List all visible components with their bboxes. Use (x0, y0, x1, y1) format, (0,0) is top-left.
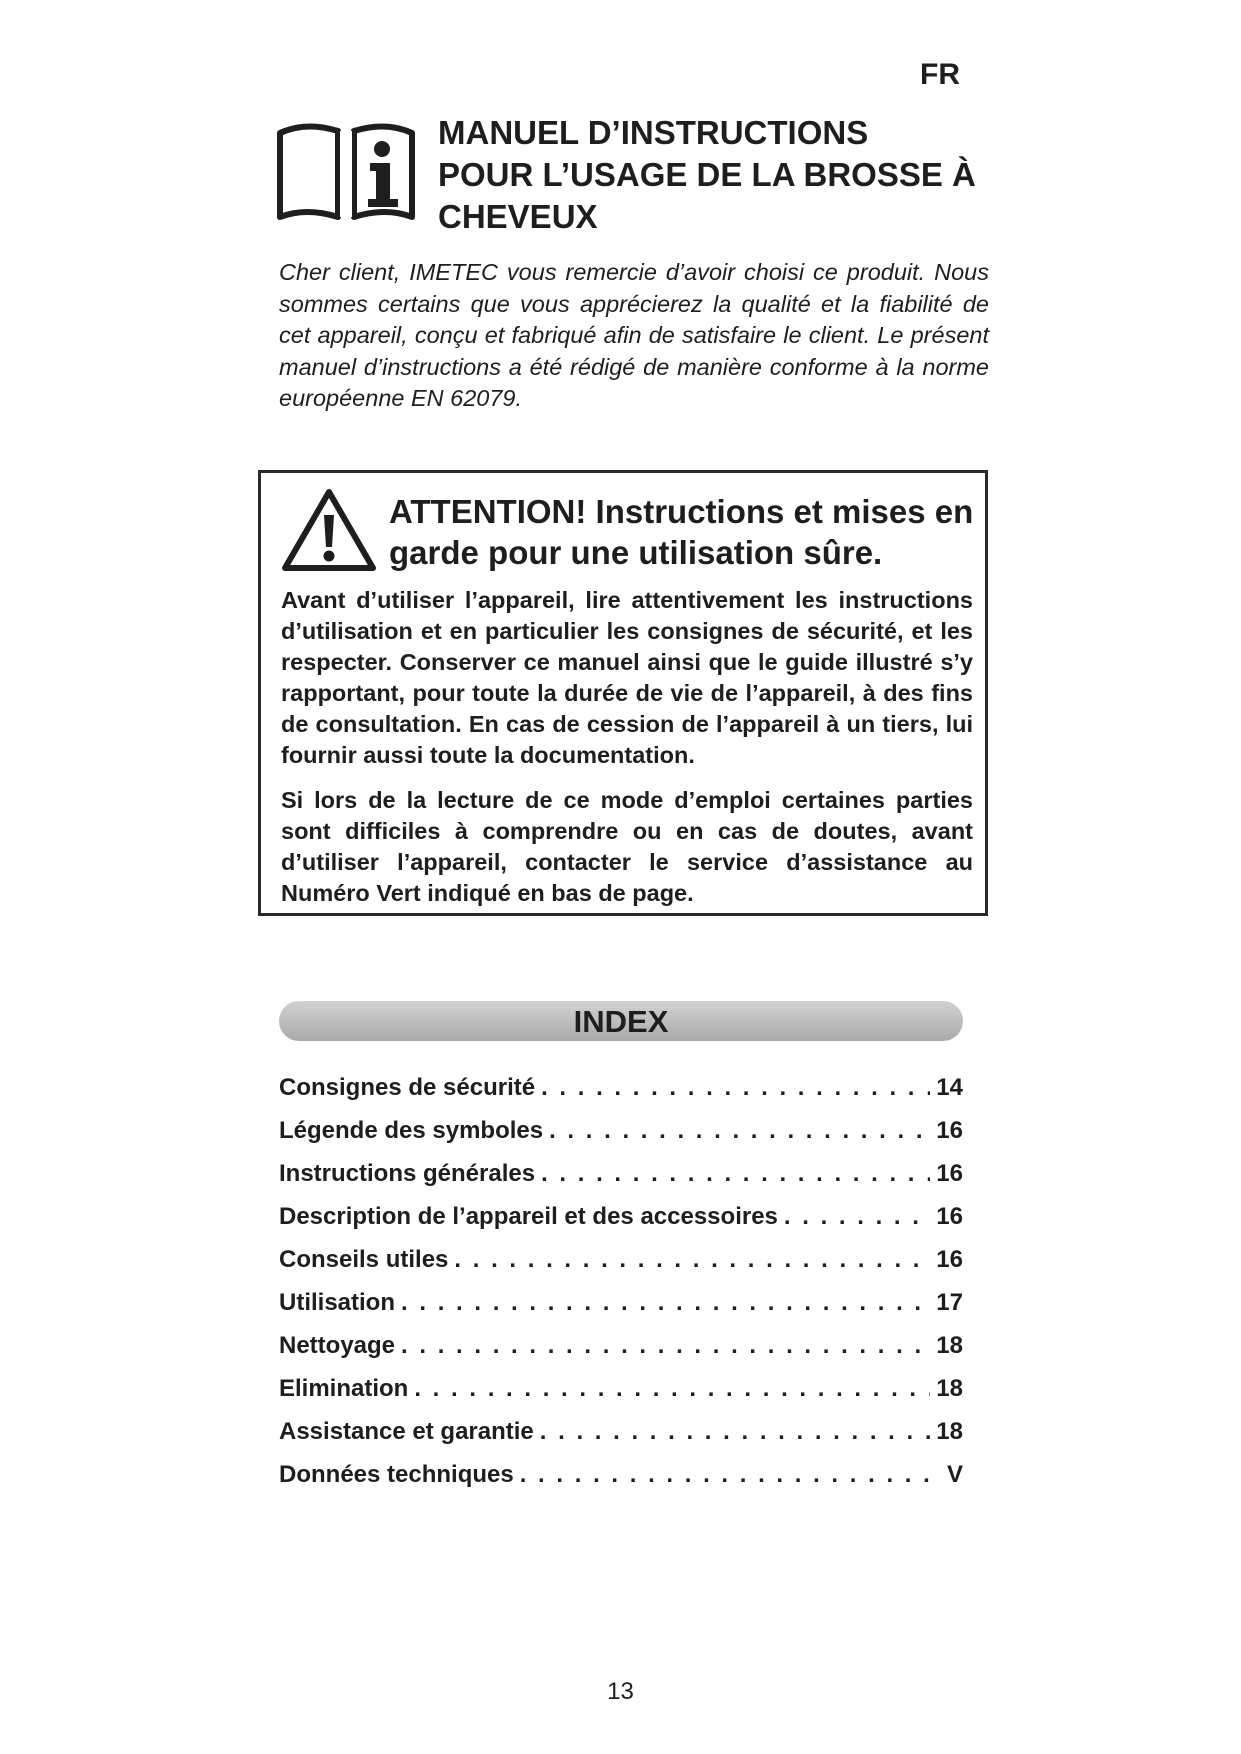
safety-warning-box (258, 470, 988, 916)
toc-leader (541, 1160, 930, 1188)
toc-label: Utilisation (279, 1289, 396, 1316)
warning-paragraph: Avant d’utiliser l’appareil, lire attentivement les instructions d’utilisation et en particulier les consignes de sécurité, et les respecter. Conserver ce manuel ainsi que le guide illustré s’y rapportant, pour toute la durée de vie de l’appareil, à des fins de consultation. En cas de cession de l’appareil à un tiers, lui fournir aussi toute la documentation. (281, 587, 973, 768)
warning-triangle-icon (281, 487, 377, 573)
warning-paragraph: Si lors de la lecture de ce mode d’emploi certaines parties sont difficiles à comprendre ou en cas de doutes, avant d’utiliser l’appareil, contacter le service d’assistance au Numéro Vert indiqué en bas de page. (281, 787, 973, 906)
language-code: FR (920, 58, 960, 91)
toc-label: Conseils utiles (279, 1246, 449, 1273)
page-number: 13 (607, 1678, 634, 1705)
toc-leader (520, 1461, 931, 1489)
toc-label: Nettoyage (279, 1332, 396, 1359)
toc-leader (414, 1375, 930, 1403)
table-of-contents (279, 1074, 963, 1504)
toc-entry[interactable] (279, 1117, 963, 1160)
toc-label: Consignes de sécurité (279, 1074, 536, 1101)
toc-page: 16 (936, 1203, 963, 1230)
toc-label: Légende des symboles (279, 1117, 544, 1144)
toc-entry[interactable] (279, 1203, 963, 1246)
title-line: CHEVEUX (438, 198, 598, 235)
toc-entry[interactable] (279, 1332, 963, 1375)
toc-page: 18 (936, 1418, 963, 1445)
manual-title (438, 112, 998, 238)
title-line: POUR L’USAGE DE LA BROSSE À (438, 156, 976, 193)
toc-leader (540, 1418, 931, 1446)
toc-entry[interactable] (279, 1160, 963, 1203)
toc-page: 16 (936, 1160, 963, 1187)
toc-page: 18 (936, 1332, 963, 1359)
toc-leader (401, 1332, 930, 1360)
toc-entry[interactable] (279, 1418, 963, 1461)
toc-leader (784, 1203, 930, 1231)
toc-entry[interactable] (279, 1461, 963, 1504)
toc-entry[interactable] (279, 1375, 963, 1418)
warning-title (389, 491, 979, 573)
toc-leader (401, 1289, 930, 1317)
intro-paragraph: Cher client, IMETEC vous remercie d’avoir choisi ce produit. Nous sommes certains que vous apprécierez la qualité et la fiabilité de cet appareil, conçu et fabriqué afin de satisfaire le client. Le présent manuel d’instructions a été rédigé de manière conforme à la norme européenne EN 62079. (279, 259, 989, 411)
warning-title-line: ATTENTION! Instructions et mises en (389, 493, 974, 530)
toc-leader (454, 1246, 930, 1274)
warning-title-line: garde pour une utilisation sûre. (389, 534, 883, 571)
index-heading: INDEX (279, 1001, 963, 1041)
toc-page: 16 (936, 1117, 963, 1144)
title-line: MANUEL D’INSTRUCTIONS (438, 114, 869, 151)
toc-label: Données techniques (279, 1461, 514, 1488)
toc-entry[interactable] (279, 1289, 963, 1332)
toc-label: Assistance et garantie (279, 1418, 534, 1445)
toc-page: 17 (936, 1289, 963, 1316)
toc-page: V (946, 1461, 963, 1488)
toc-page: 18 (936, 1375, 963, 1402)
toc-label: Elimination (279, 1375, 409, 1402)
toc-entry[interactable] (279, 1074, 963, 1117)
toc-label: Description de l’appareil et des accessoires (279, 1203, 778, 1230)
toc-page: 16 (936, 1246, 963, 1273)
toc-entry[interactable] (279, 1246, 963, 1289)
open-book-info-icon (276, 119, 416, 223)
toc-leader (549, 1117, 930, 1145)
toc-leader (541, 1074, 930, 1102)
toc-label: Instructions générales (279, 1160, 536, 1187)
toc-page: 14 (936, 1074, 963, 1101)
